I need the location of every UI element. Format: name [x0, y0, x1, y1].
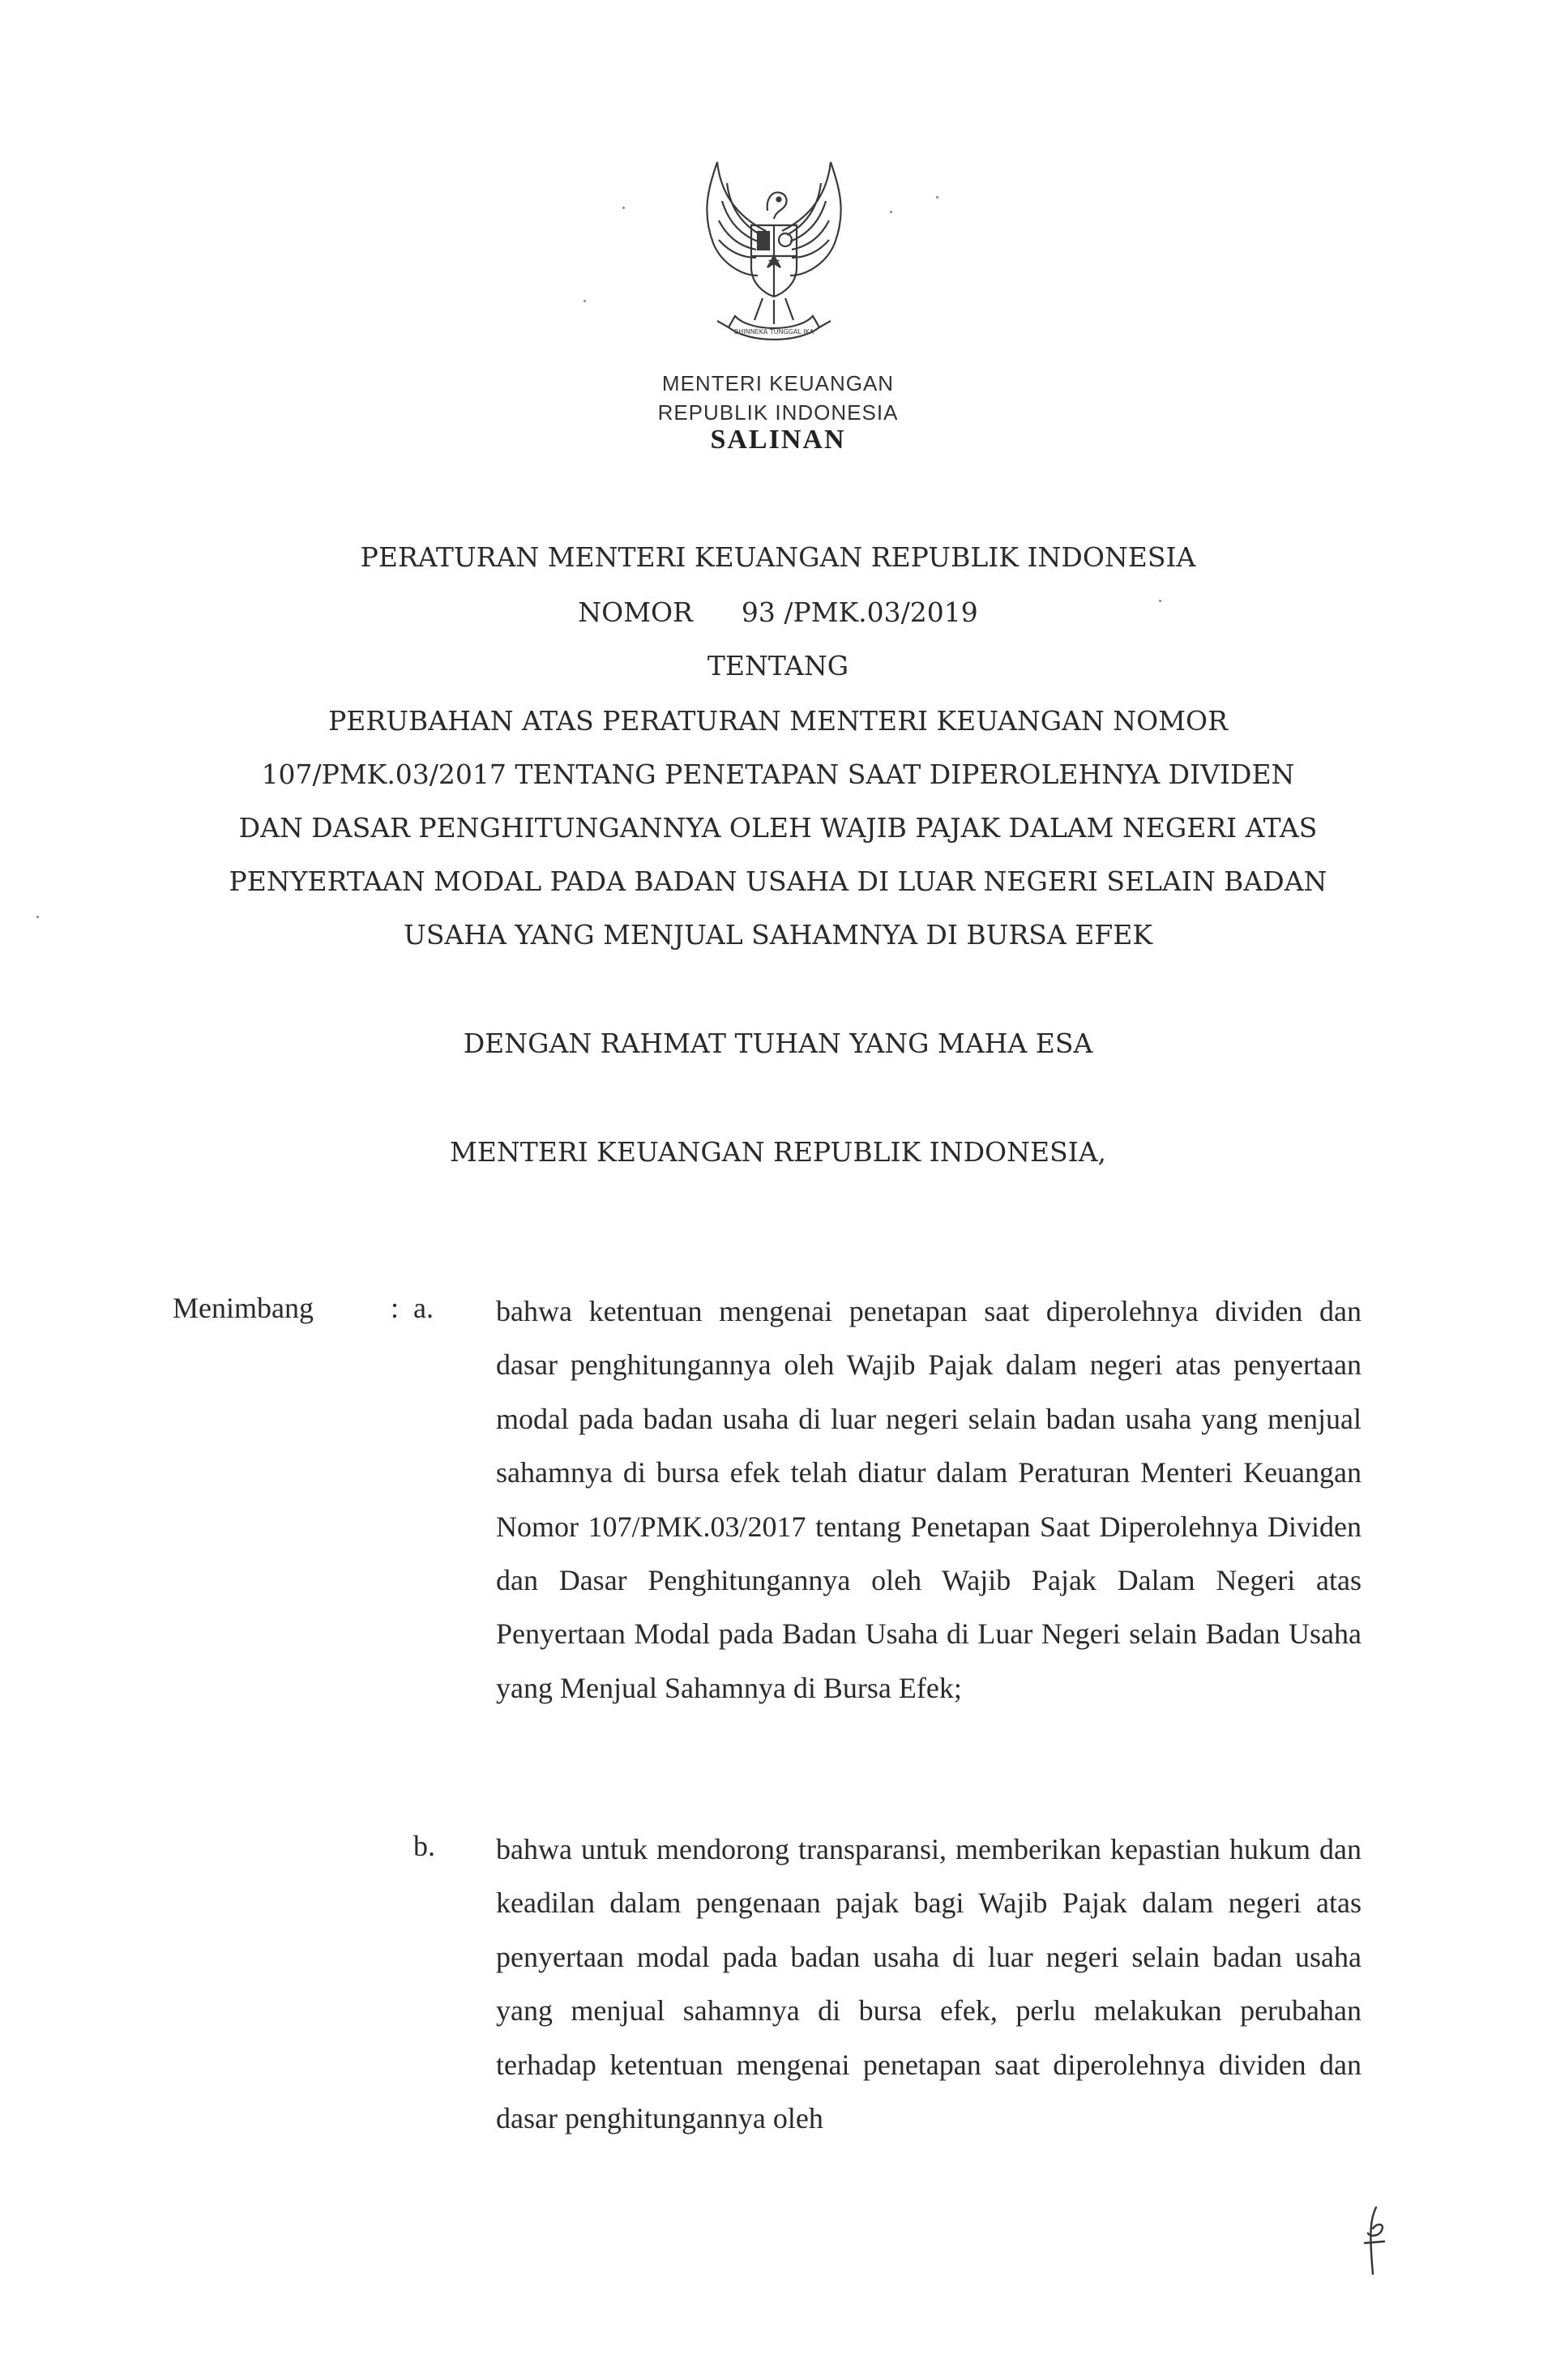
paraf-initial-icon	[1358, 2204, 1391, 2277]
item-marker: b.	[413, 1830, 435, 1862]
scan-speck	[936, 196, 938, 199]
menimbang-colon: :	[391, 1292, 400, 1324]
preamble: DENGAN RAHMAT TUHAN YANG MAHA ESA	[463, 1028, 1093, 1059]
item-marker: a.	[413, 1292, 434, 1324]
authority-heading: MENTERI KEUANGAN REPUBLIK INDONESIA,	[449, 1136, 1107, 1168]
regulation-number	[0, 596, 1556, 628]
nomor-value: 93 /PMK.03/2019	[741, 596, 978, 628]
scan-speck	[890, 211, 892, 213]
consideration-paragraph: bahwa ketentuan mengenai penetapan saat diperolehnya dividen dan dasar penghitungannya oleh Wajib Pajak dalam negeri atas penyertaan modal pada badan usaha di luar negeri selain badan usaha yang menjual sahamnya di bursa efek telah diatur dalam Peraturan Menteri Keuangan Nomor 107/PMK.03/2017 tentang Penetapan Saat Diperolehnya Dividen dan Dasar Penghitungannya oleh Wajib Pajak Dalam Negeri atas Penyertaan Modal pada Badan Usaha di Luar Negeri selain Badan Usaha yang Menjual Sahamnya di Bursa Efek;	[496, 1295, 1362, 1704]
scan-speck	[36, 916, 39, 918]
ministry-name: MENTERI KEUANGAN	[661, 371, 895, 395]
ministry-country: REPUBLIK INDONESIA	[657, 400, 899, 425]
subject-line: DAN DASAR PENGHITUNGANNYA OLEH WAJIB PAJAK DALAM NEGERI ATAS	[238, 812, 1318, 844]
subject-line: 107/PMK.03/2017 TENTANG PENETAPAN SAAT DIPEROLEHNYA DIVIDEN	[261, 758, 1295, 790]
menimbang-label: Menimbang	[173, 1292, 314, 1324]
subject-line: USAHA YANG MENJUAL SAHAMNYA DI BURSA EFEK	[404, 919, 1152, 951]
salinan-stamp: SALINAN	[710, 425, 846, 455]
consideration-paragraph: bahwa untuk mendorong transparansi, memberikan kepastian hukum dan keadilan dalam pengenaan pajak bagi Wajib Pajak dalam negeri atas penyertaan modal pada badan usaha di luar negeri selain badan usaha yang menjual sahamnya di bursa efek, perlu melakukan perubahan terhadap ketentuan mengenai penetapan saat diperolehnya dividen dan dasar penghitungannya oleh	[496, 1833, 1362, 2135]
scan-speck	[1159, 600, 1161, 602]
garuda-emblem-icon	[677, 154, 871, 365]
scan-speck	[622, 207, 625, 209]
subject-line: PENYERTAAN MODAL PADA BADAN USAHA DI LUAR NEGERI SELAIN BADAN	[229, 865, 1327, 897]
subject-line: PERUBAHAN ATAS PERATURAN MENTERI KEUANGAN NOMOR	[328, 705, 1228, 737]
tentang-heading: TENTANG	[707, 650, 849, 682]
regulation-title: PERATURAN MENTERI KEUANGAN REPUBLIK INDONESIA	[360, 541, 1196, 573]
scan-speck	[584, 300, 586, 302]
svg-text:BHINNEKA TUNGGAL IKA: BHINNEKA TUNGGAL IKA	[733, 328, 814, 335]
nomor-label: NOMOR	[578, 596, 693, 628]
